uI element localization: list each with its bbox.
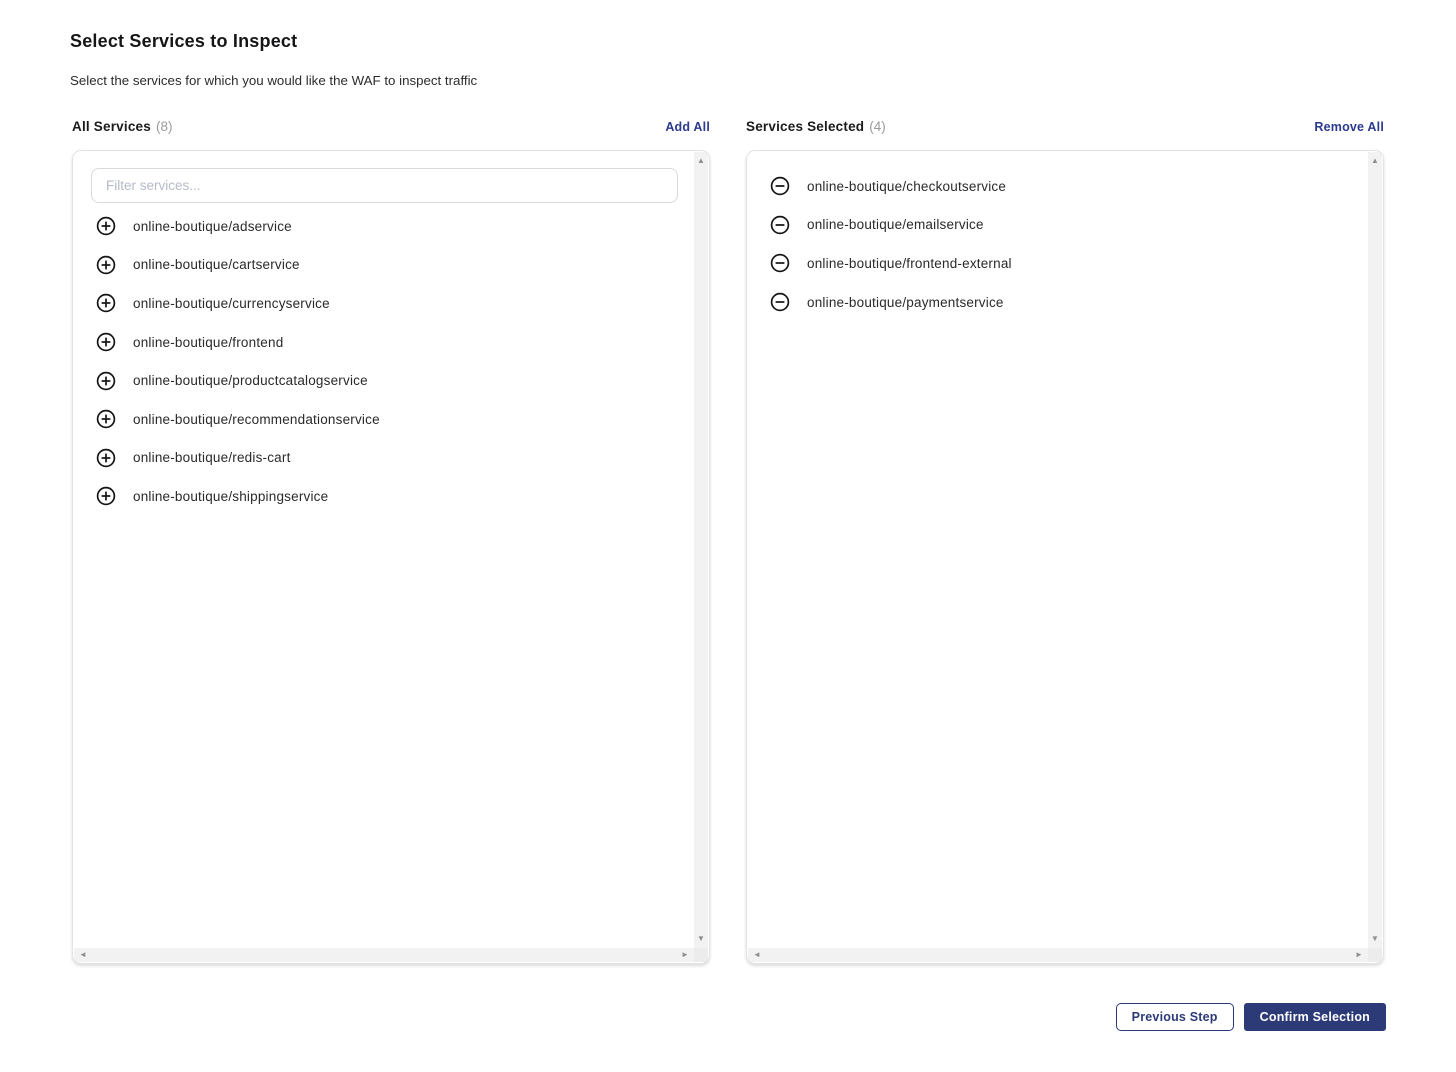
service-name: online-boutique/redis-cart bbox=[133, 450, 291, 466]
scroll-up-arrow[interactable]: ▲ bbox=[1371, 156, 1379, 165]
selected-service-row[interactable] bbox=[747, 244, 1368, 283]
all-services-header bbox=[72, 118, 710, 140]
service-row[interactable] bbox=[73, 246, 694, 285]
scroll-down-arrow[interactable]: ▼ bbox=[1371, 934, 1379, 943]
scroll-right-arrow[interactable]: ► bbox=[1355, 950, 1363, 959]
selected-services-count: (4) bbox=[869, 119, 886, 134]
filter-services-input[interactable] bbox=[91, 168, 678, 203]
add-service-icon[interactable] bbox=[96, 332, 116, 352]
horizontal-scrollbar[interactable] bbox=[74, 948, 694, 962]
all-services-count: (8) bbox=[155, 119, 173, 134]
service-name: online-boutique/recommendationservice bbox=[133, 411, 380, 427]
remove-service-icon[interactable] bbox=[770, 292, 790, 312]
service-row[interactable] bbox=[73, 439, 694, 478]
page-title: Select Services to Inspect bbox=[70, 31, 298, 51]
remove-service-icon[interactable] bbox=[770, 215, 790, 235]
service-row[interactable] bbox=[73, 477, 694, 516]
service-row[interactable] bbox=[73, 400, 694, 439]
selected-services-header bbox=[746, 118, 1384, 140]
scroll-left-arrow[interactable]: ◄ bbox=[753, 950, 761, 959]
scroll-right-arrow[interactable]: ► bbox=[681, 950, 689, 959]
selected-services-list bbox=[747, 151, 1368, 321]
service-name: online-boutique/productcatalogservice bbox=[133, 373, 368, 389]
add-service-icon[interactable] bbox=[96, 448, 116, 468]
all-services-panel bbox=[72, 150, 710, 964]
remove-service-icon[interactable] bbox=[770, 253, 790, 273]
vertical-scrollbar[interactable] bbox=[1368, 152, 1382, 948]
service-name: online-boutique/emailservice bbox=[807, 217, 984, 233]
previous-step-button[interactable]: Previous Step bbox=[1116, 1003, 1234, 1031]
page-subtitle: Select the services for which you would like the WAF to inspect traffic bbox=[70, 73, 478, 88]
all-services-panel-content bbox=[73, 151, 694, 948]
service-name: online-boutique/checkoutservice bbox=[807, 178, 1007, 194]
horizontal-scrollbar[interactable] bbox=[748, 948, 1368, 962]
all-services-label: All Services bbox=[72, 119, 151, 134]
service-name: online-boutique/paymentservice bbox=[807, 294, 1004, 310]
add-service-icon[interactable] bbox=[96, 486, 116, 506]
service-name: online-boutique/currencyservice bbox=[133, 295, 330, 311]
selected-services-panel bbox=[746, 150, 1384, 964]
scroll-down-arrow[interactable]: ▼ bbox=[697, 934, 705, 943]
selected-services-panel-content bbox=[747, 151, 1368, 948]
vertical-scrollbar[interactable] bbox=[694, 152, 708, 948]
service-name: online-boutique/cartservice bbox=[133, 257, 300, 273]
remove-all-link[interactable]: Remove All bbox=[1314, 120, 1384, 134]
add-all-link[interactable]: Add All bbox=[665, 120, 710, 134]
confirm-selection-button[interactable]: Confirm Selection bbox=[1244, 1003, 1386, 1031]
add-service-icon[interactable] bbox=[96, 216, 116, 236]
all-services-list bbox=[73, 205, 694, 516]
selected-service-row[interactable] bbox=[747, 206, 1368, 245]
scroll-left-arrow[interactable]: ◄ bbox=[79, 950, 87, 959]
scroll-up-arrow[interactable]: ▲ bbox=[697, 156, 705, 165]
footer-actions bbox=[1116, 1003, 1386, 1031]
service-row[interactable] bbox=[73, 323, 694, 362]
add-service-icon[interactable] bbox=[96, 255, 116, 275]
remove-service-icon[interactable] bbox=[770, 176, 790, 196]
add-service-icon[interactable] bbox=[96, 371, 116, 391]
selected-services-label: Services Selected bbox=[746, 119, 865, 134]
scrollbar-corner bbox=[694, 948, 708, 962]
add-service-icon[interactable] bbox=[96, 409, 116, 429]
service-row[interactable] bbox=[73, 207, 694, 246]
scrollbar-corner bbox=[1368, 948, 1382, 962]
service-row[interactable] bbox=[73, 284, 694, 323]
selected-services-heading bbox=[746, 118, 886, 136]
service-name: online-boutique/shippingservice bbox=[133, 488, 329, 504]
all-services-heading bbox=[72, 118, 172, 136]
selected-service-row[interactable] bbox=[747, 283, 1368, 322]
service-name: online-boutique/adservice bbox=[133, 218, 292, 234]
service-name: online-boutique/frontend bbox=[133, 334, 284, 350]
service-row[interactable] bbox=[73, 361, 694, 400]
selected-service-row[interactable] bbox=[747, 167, 1368, 206]
add-service-icon[interactable] bbox=[96, 293, 116, 313]
service-name: online-boutique/frontend-external bbox=[807, 255, 1012, 271]
